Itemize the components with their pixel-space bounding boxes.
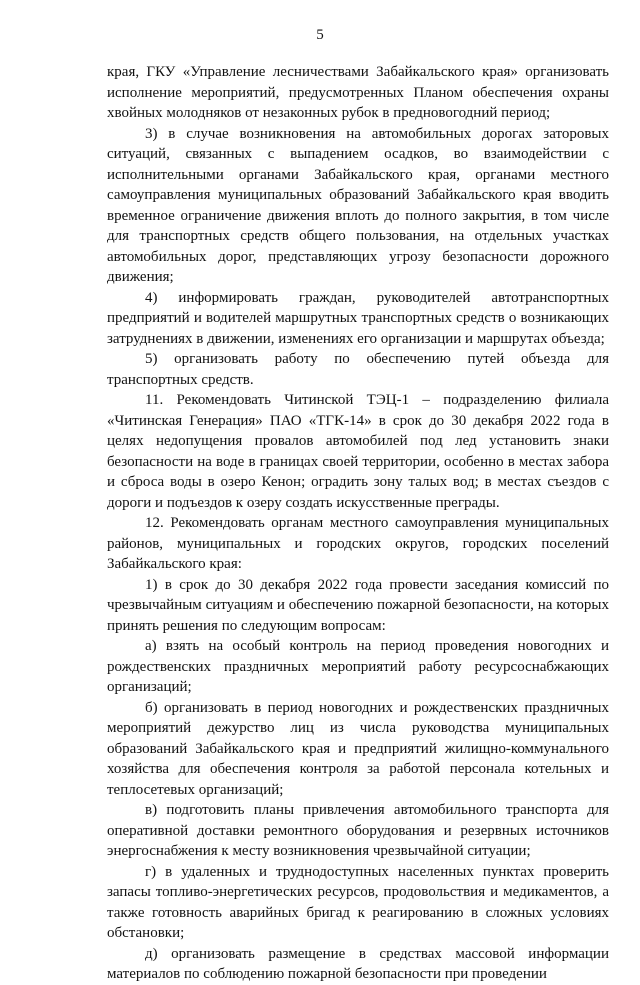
paragraph-subitem-d: д) организовать размещение в средствах массовой информации материалов по соблюдению пожарной безопасности при проведении [107,945,609,982]
paragraph-subitem-b: б) организовать в период новогодних и рождественских праздничных мероприятий дежурство лиц из числа руководства муниципальных образований Забайкальского края и предприятий жилищно-коммунального хозяйства для обеспечения контроля за работой персонала котельных и теплосетевых организаций; [107,699,609,798]
page-number: 5 [316,27,324,43]
paragraph-item-3: 3) в случае возникновения на автомобильных дорогах заторовых ситуаций, связанных с выпадением осадков, во взаимодействии с исполнительными органами Забайкальского края, органами местного самоуправления муниципальных образований Забайкальского края вводить временное ограничение движения вплоть до полного закрытия, в том числе для транспортных средств общего пользования, на отдельных участках автомобильных дорог, представляющих угрозу безопасности дорожного движения; [107,125,609,285]
paragraph-subitem-g: г) в удаленных и труднодоступных населенных пунктах проверить запасы топливо-энергетических ресурсов, продовольствия и медикаментов, а также готовность аварийных бригад к реагированию в сложных условиях обстановки; [107,863,609,941]
paragraph-subitem-a: а) взять на особый контроль на период проведения новогодних и рождественских праздничных мероприятий работу ресурсоснабжающих организаций; [107,638,609,695]
document-body [107,62,609,985]
paragraph-section-12: 12. Рекомендовать органам местного самоуправления муниципальных районов, муниципальных и городских округов, городских поселений Забайкальского края: [107,515,609,572]
paragraph-subitem-1: 1) в срок до 30 декабря 2022 года провести заседания комиссий по чрезвычайным ситуациям и обеспечению пожарной безопасности, на которых принять решения по следующим вопросам: [107,576,609,634]
paragraph-item-5: 5) организовать работу по обеспечению путей объезда для транспортных средств. [107,351,609,388]
paragraph-item-4: 4) информировать граждан, руководителей автотранспортных предприятий и водителей маршрутных транспортных средств о возникающих затруднениях в движении, изменениях его организации и маршрутах объезда; [107,289,609,347]
paragraph-continuation: края, ГКУ «Управление лесничествами Забайкальского края» организовать исполнение мероприятий, предусмотренных Планом обеспечения охраны хвойных молодняков от незаконных рубок в предновогодний период; [107,64,609,121]
paragraph-section-11: 11. Рекомендовать Читинской ТЭЦ-1 – подразделению филиала «Читинская Генерация» ПАО «ТГК-14» в срок до 30 декабря 2022 года в целях недопущения провалов автомобилей под лед установить знаки безопасности на воде в границах своей территории, особенно в местах забора и сброса воды в озеро Кенон; оградить зону талых вод; в местах съездов с дороги и подъездов к озеру создать искусственные преграды. [107,392,609,511]
paragraph-subitem-v: в) подготовить планы привлечения автомобильного транспорта для оперативной доставки ремонтного оборудования и резервных источников энергоснабжения к месту возникновения чрезвычайной ситуации; [107,802,609,859]
